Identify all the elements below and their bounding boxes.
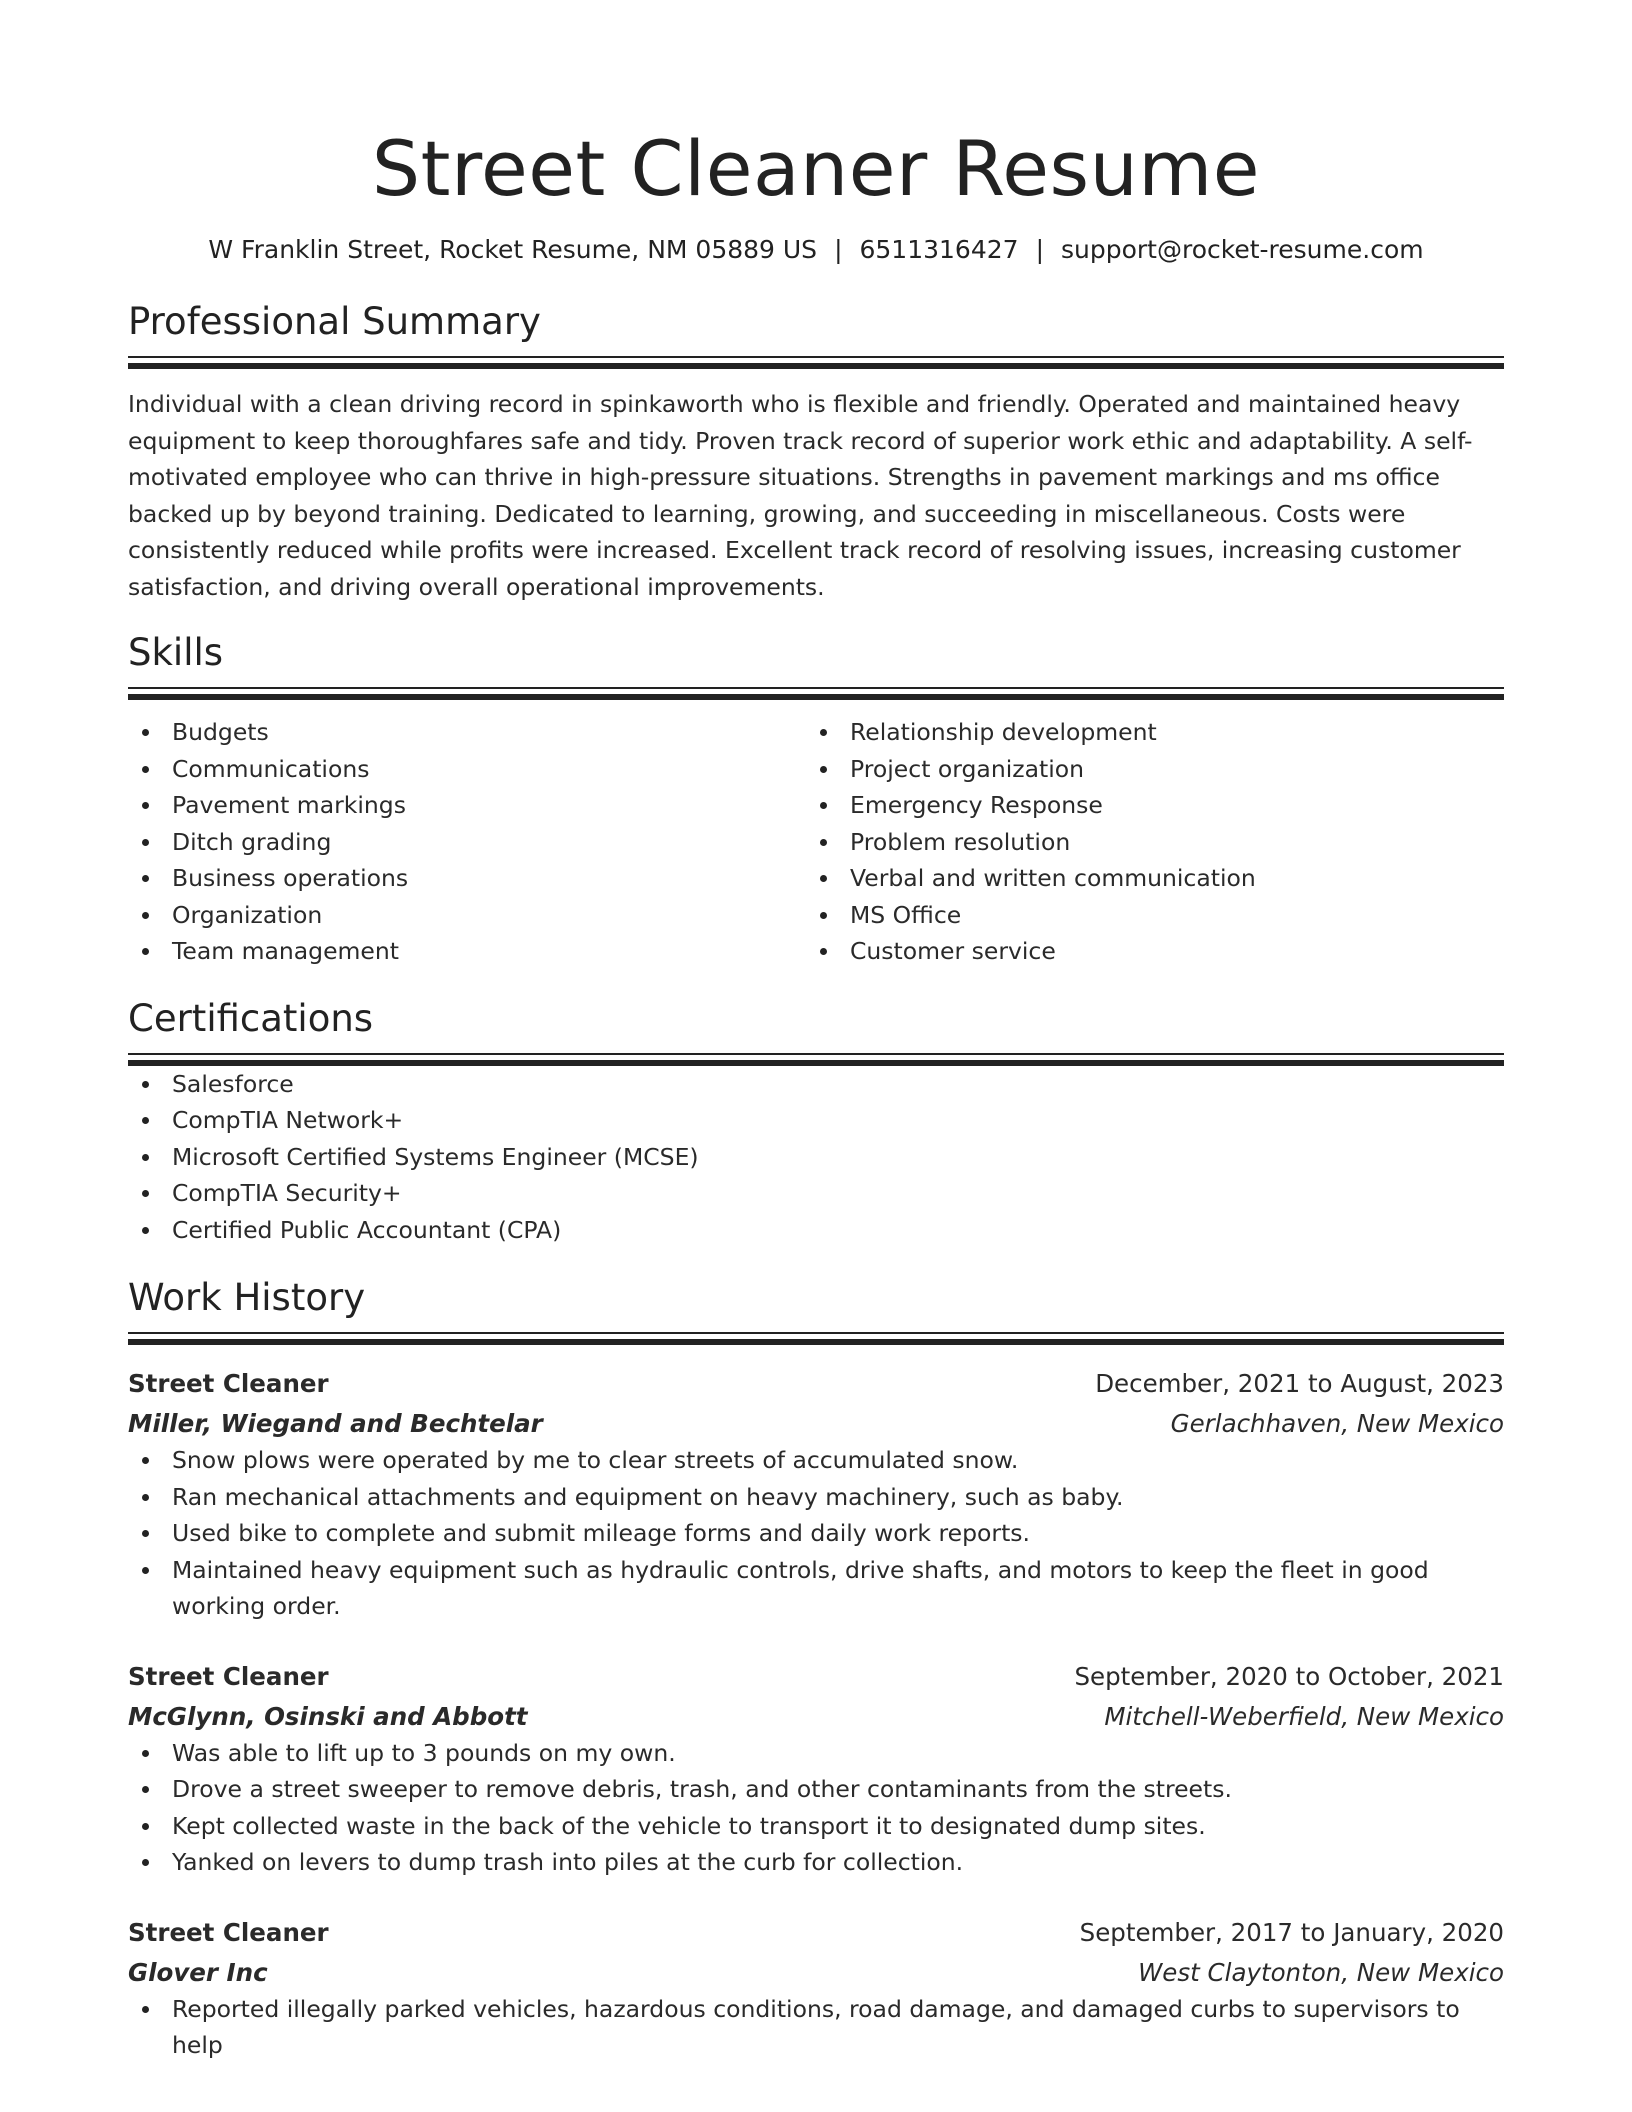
skills-list-left [128,714,806,970]
bullet-icon [142,875,149,882]
work-history-heading: Work History [128,1276,366,1319]
bullet-icon [142,2006,149,2013]
section-divider [128,687,1504,700]
list-item-text: Verbal and written communication [850,864,1256,892]
section-divider [128,1332,1504,1345]
list-item [128,1066,1504,1103]
bullet-icon [142,1494,149,1501]
bullet-icon [142,912,149,919]
bullet-icon [820,912,827,919]
list-item-text: Certified Public Accountant (CPA) [172,1215,562,1244]
list-item-text: Project organization [850,754,1084,783]
list-item-text: Pavement markings [172,791,406,819]
summary-heading: Professional Summary [128,300,541,343]
list-item-text: Was able to lift up to 3 pounds on my own. [172,1738,676,1767]
bullet-icon [142,839,149,846]
bullet-icon [142,1190,149,1197]
list-item-text: Ditch grading [172,827,332,856]
list-item [128,1102,1504,1139]
bullet-icon [142,1823,149,1830]
certifications-list [128,1066,1504,1249]
job-location: Mitchell-Weberfield, New Mexico [1104,1701,1504,1731]
list-item-text: Customer service [850,937,1056,965]
list-item [806,933,1484,970]
job-location: West Claytonton, New Mexico [1138,1957,1504,1987]
job-entry [128,1659,1504,1881]
bullet-icon [820,875,827,882]
list-item [806,897,1484,934]
list-item-text: Maintained heavy equipment such as hydraulic controls, drive shafts, and motors to keep the fleet in good working order. [172,1555,1429,1620]
list-item-text: Kept collected waste in the back of the vehicle to transport it to designated dump sites. [172,1811,1206,1840]
list-item [128,1844,1504,1881]
job-location: Gerlachhaven, New Mexico [1170,1409,1504,1438]
skills-column-right [806,714,1484,970]
contact-phone: 6511316427 [859,235,1019,264]
bullet-icon [142,766,149,773]
job-duties-list [128,1735,1504,1881]
bullet-icon [142,1154,149,1161]
job-entry [128,1366,1504,1625]
list-item-text: Communications [172,754,370,783]
job-header-row [128,1915,1504,1951]
list-item-text: CompTIA Network+ [172,1106,404,1134]
job-entry [128,1915,1504,2064]
list-item [806,714,1484,751]
bullet-icon [820,839,827,846]
list-item [128,933,806,970]
list-item [128,1552,1504,1625]
bullet-icon [142,1457,149,1464]
job-duties-list [128,1442,1504,1625]
job-company: Glover Inc [128,1957,268,1987]
bullet-icon [142,1750,149,1757]
job-title: Street Cleaner [128,1917,329,1947]
job-employer-row [128,1955,1504,1991]
list-item [806,860,1484,897]
bullet-icon [142,802,149,809]
list-item-text: Organization [172,900,323,929]
job-employer-row [128,1406,1504,1442]
list-item-text: Team management [172,937,400,965]
job-title: Street Cleaner [128,1661,329,1691]
list-item-text: Problem resolution [850,827,1071,856]
list-item-text: Snow plows were operated by me to clear streets of accumulated snow. [172,1446,1019,1474]
job-title: Street Cleaner [128,1369,329,1398]
list-item [128,714,806,751]
bullet-icon [142,1567,149,1574]
list-item-text: Microsoft Certified Systems Engineer (MCSE) [172,1142,699,1171]
list-item [128,897,806,934]
list-item [128,1175,1504,1212]
list-item-text: Used bike to complete and submit mileage forms and daily work reports. [172,1519,1030,1547]
list-item-text: CompTIA Security+ [172,1179,402,1207]
bullet-icon [820,948,827,955]
list-item [128,1212,1504,1249]
list-item [128,824,806,861]
list-item [128,1771,1504,1808]
job-header-row [128,1366,1504,1402]
bullet-icon [142,1530,149,1537]
list-item-text: Drove a street sweeper to remove debris, trash, and other contaminants from the streets. [172,1775,1232,1803]
list-item-text: Emergency Response [850,791,1103,819]
list-item-text: Relationship development [850,718,1157,746]
list-item-text: Yanked on levers to dump trash into piles at the curb for collection. [172,1848,964,1876]
job-dates: December, 2021 to August, 2023 [1095,1369,1504,1398]
list-item [128,1735,1504,1772]
list-item [806,787,1484,824]
list-item [128,1991,1504,2064]
job-employer-row [128,1699,1504,1735]
list-item-text: Business operations [172,864,409,892]
skills-columns [128,714,1504,970]
list-item-text: Budgets [172,718,269,746]
skills-list-right [806,714,1484,970]
list-item-text: Salesforce [172,1069,294,1098]
job-dates: September, 2020 to October, 2021 [1074,1661,1504,1691]
bullet-icon [142,948,149,955]
list-item-text: Ran mechanical attachments and equipment on heavy machinery, such as baby. [172,1482,1124,1511]
list-item [128,1139,1504,1176]
list-item [128,1479,1504,1516]
list-item-text: MS Office [850,900,962,929]
work-history-list [128,1366,1504,2064]
bullet-icon [142,1227,149,1234]
certifications-heading: Certifications [128,996,374,1040]
job-header-row [128,1659,1504,1695]
resume-title: Street Cleaner Resume [371,124,1261,213]
section-divider [128,1053,1504,1066]
contact-separator: | [1035,235,1044,264]
summary-text: Individual with a clean driving record in spinkaworth who is flexible and friendly. Operated and maintained heavy equipment to keep thoroughfares safe and tidy. Proven track record of superior work ethic and adaptability. A self-motivated employee who can thrive in high-pressure situations. Strengths in pavement markings and ms office backed up by beyond training. Dedicated to learning, growing, and succeeding in miscellaneous. Costs were consistently reduced while profits were increased. Excellent track record of resolving issues, increasing customer satisfaction, and driving overall operational improvements. [128,390,1473,601]
skills-column-left [128,714,806,970]
bullet-icon [820,729,827,736]
bullet-icon [142,1117,149,1124]
bullet-icon [142,729,149,736]
list-item [128,860,806,897]
contact-line [128,233,1504,267]
list-item-text: Reported illegally parked vehicles, hazardous conditions, road damage, and damaged curbs to supervisors to help [172,1994,1460,2059]
job-company: Miller, Wiegand and Bechtelar [128,1409,543,1438]
skills-heading: Skills [128,631,224,674]
list-item [128,1515,1504,1552]
contact-email: support@rocket-resume.com [1061,235,1424,264]
resume-page [128,0,1504,2064]
list-item [128,1442,1504,1479]
job-duties-list [128,1991,1504,2064]
contact-address: W Franklin Street, Rocket Resume, NM 05889 US [208,235,818,264]
job-company: McGlynn, Osinski and Abbott [128,1701,528,1731]
list-item [806,751,1484,788]
job-dates: September, 2017 to January, 2020 [1079,1917,1504,1947]
list-item [128,751,806,788]
bullet-icon [142,1786,149,1793]
bullet-icon [142,1859,149,1866]
section-divider [128,356,1504,369]
contact-separator: | [834,235,843,264]
list-item [128,787,806,824]
bullet-icon [820,802,827,809]
bullet-icon [820,766,827,773]
list-item [806,824,1484,861]
list-item [128,1808,1504,1845]
bullet-icon [142,1081,149,1088]
